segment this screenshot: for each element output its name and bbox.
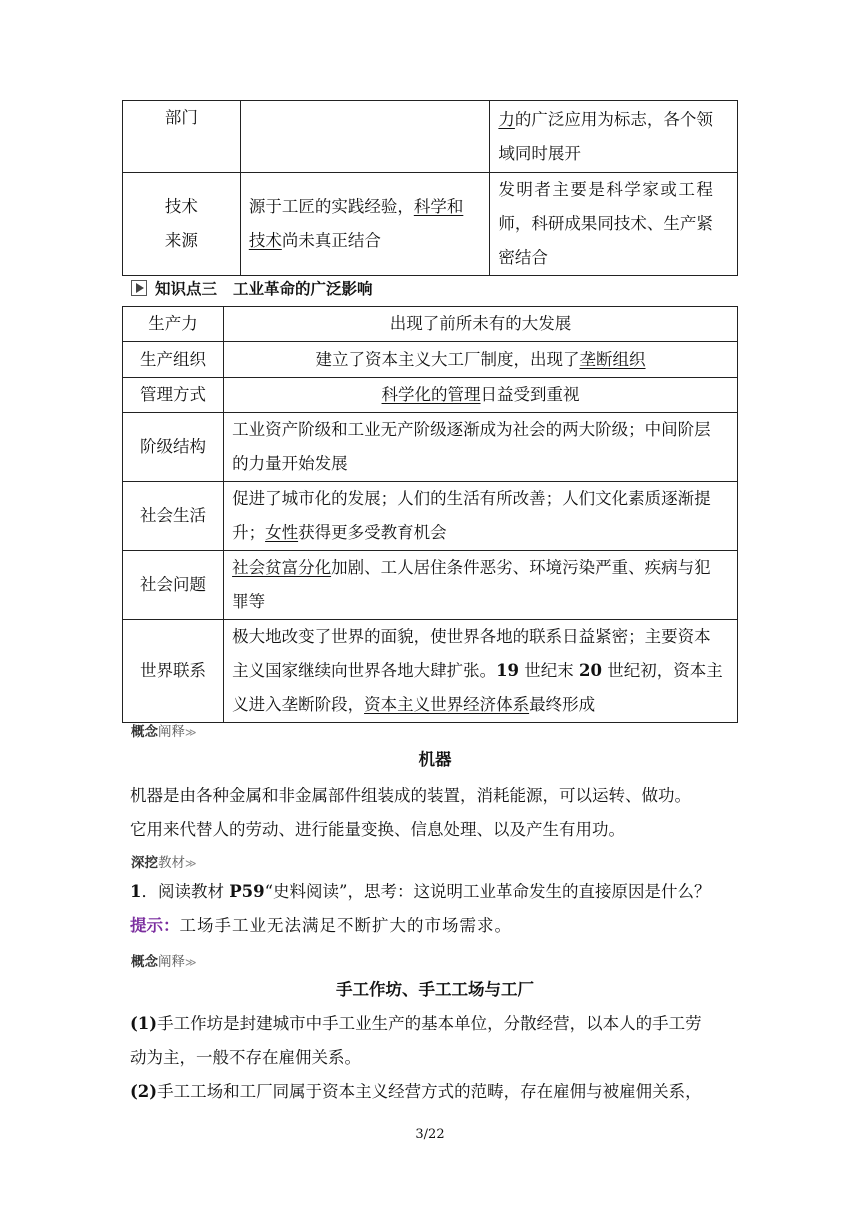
table-row bbox=[123, 342, 738, 378]
table-row bbox=[123, 101, 738, 173]
table-cell: 源于工匠的实践经验，科学和 技术尚未真正结合 bbox=[240, 173, 490, 276]
table-row bbox=[123, 482, 738, 551]
table-cell: 出现了前所未有的大发展 bbox=[224, 307, 738, 342]
table-row bbox=[123, 307, 738, 342]
concept-text: 机器是由各种金属和非金属部件组装成的装置，消耗能源，可以运转、做功。 它用来代替人的劳动、进行能量变换、信息处理、以及产生有用功。 bbox=[130, 786, 691, 839]
row-label: 世界联系 bbox=[123, 620, 224, 723]
table-cell: 科学化的管理日益受到重视 bbox=[224, 378, 738, 413]
row-label: 生产组织 bbox=[123, 342, 224, 378]
table-row bbox=[123, 551, 738, 620]
comparison-table bbox=[122, 100, 738, 276]
section-label: 知识点三 bbox=[155, 280, 218, 298]
table-row bbox=[123, 378, 738, 413]
table-row bbox=[123, 173, 738, 276]
table-cell: 工业资产阶级和工业无产阶级逐渐成为社会的两大阶级；中间阶层 的力量开始发展 bbox=[224, 413, 738, 482]
concept-tag: 概念阐释≫ bbox=[131, 954, 197, 970]
concept-title: 机器 bbox=[418, 750, 452, 769]
concept-text: (1)手工作坊是封建城市中手工业生产的基本单位，分散经营，以本人的手工劳 动为主，一般不存在雇佣关系。 (2)手工工场和工厂同属于资本主义经营方式的范畴，存在雇佣与被雇佣关系， bbox=[130, 1014, 702, 1101]
concept-tag: 概念阐释≫ bbox=[131, 724, 197, 740]
table-cell: 力的广泛应用为标志，各个领 域同时展开 bbox=[490, 101, 738, 173]
table-cell: 促进了城市化的发展；人们的生活有所改善；人们文化素质逐渐提 升；女性获得更多受教育机会 bbox=[224, 482, 738, 551]
table-cell: 发明者主要是科学家或工程 师，科研成果同技术、生产紧 密结合 bbox=[490, 173, 738, 276]
row-label: 技术 来源 bbox=[123, 173, 241, 276]
table-cell: 社会贫富分化加剧、工人居住条件恶劣、环境污染严重、疾病与犯 罪等 bbox=[224, 551, 738, 620]
row-label: 社会生活 bbox=[123, 482, 224, 551]
table-cell: 建立了资本主义大工厂制度，出现了垄断组织 bbox=[224, 342, 738, 378]
row-label: 管理方式 bbox=[123, 378, 224, 413]
table-cell: 极大地改变了世界的面貌，使世界各地的联系日益紧密；主要资本 主义国家继续向世界各地大肆扩张。19 世纪末 20 世纪初，资本主 义进入垄断阶段，资本主义世界经济体系最终形成 bbox=[224, 620, 738, 723]
play-triangle-icon bbox=[131, 280, 147, 296]
table-cell bbox=[240, 101, 490, 173]
hint: 提示：工场手工业无法满足不断扩大的市场需求。 bbox=[130, 916, 512, 935]
row-label: 部门 bbox=[123, 101, 241, 173]
double-chevron-icon: ≫ bbox=[185, 857, 197, 870]
table-row bbox=[123, 413, 738, 482]
dig-tag: 深挖教材≫ bbox=[131, 855, 197, 871]
question: 1．阅读教材 P59“史料阅读”，思考：这说明工业革命发生的直接原因是什么？ bbox=[130, 882, 711, 901]
concept-title: 手工作坊、手工工场与工厂 bbox=[336, 980, 534, 999]
row-label: 社会问题 bbox=[123, 551, 224, 620]
table-row bbox=[123, 620, 738, 723]
double-chevron-icon: ≫ bbox=[185, 956, 197, 969]
section-heading bbox=[131, 278, 373, 298]
page-number: 3/22 bbox=[415, 1127, 445, 1142]
row-label: 阶级结构 bbox=[123, 413, 224, 482]
impact-table bbox=[122, 306, 738, 723]
double-chevron-icon: ≫ bbox=[185, 726, 197, 739]
section-title: 工业革命的广泛影响 bbox=[233, 280, 373, 298]
row-label: 生产力 bbox=[123, 307, 224, 342]
